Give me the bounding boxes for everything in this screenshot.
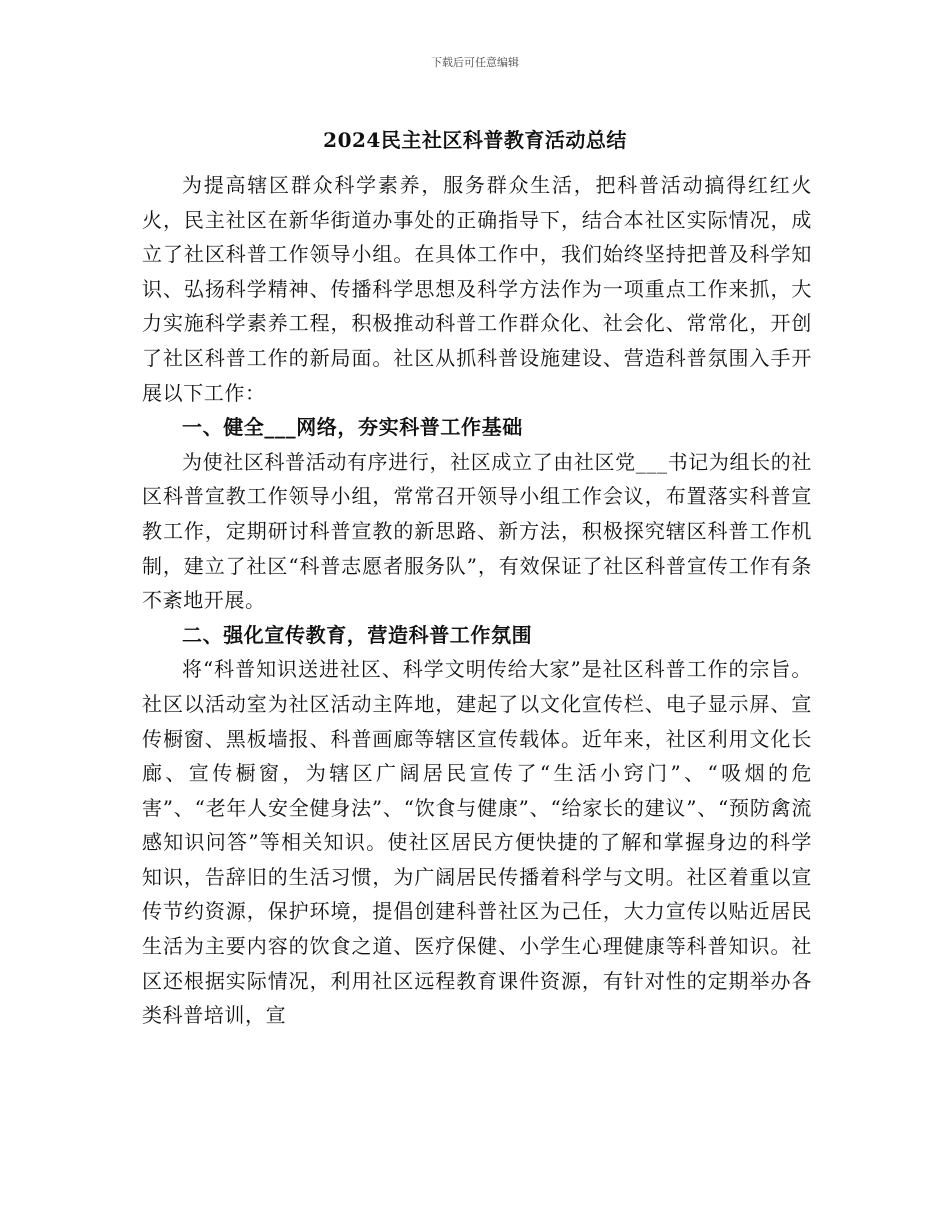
paragraph-section-2: 将“科普知识送进社区、科学文明传给大家”是社区科普工作的宗旨。社区以活动室为社区活动主阵地，建起了以文化宣传栏、电子显示屏、宣传橱窗、黑板墙报、科普画廊等辖区宣传载体。近年来，社区利用文化长廊、宣传橱窗，为辖区广阔居民宣传了“生活小窍门”、“吸烟的危害”、“老年人安全健身法”、“饮食与健康”、“给家长的建议”、“预防禽流感知识问答”等相关知识。使社区居民方便快捷的了解和掌握身边的科学知识，告辞旧的生活习惯，为广阔居民传播着科学与文明。社区着重以宣传节约资源，保护环境，提倡创建科普社区为己任，大力宣传以贴近居民生活为主要内容的饮食之道、医疗保健、小学生心理健康等科普知识。社区还根据实际情况，利用社区远程教育课件资源，有针对性的定期举办各类科普培训，宣 [142,657,812,1028]
header-note: 下载后可任意编辑 [431,56,519,69]
document-title: 2024民主社区科普教育活动总结 [323,128,627,152]
section-heading-2: 二、强化宣传教育，营造科普工作氛围 [182,622,533,647]
document-body [142,168,812,1033]
paragraph-section-1: 为使社区科普活动有序进行，社区成立了由社区党___书记为组长的社区科普宣教工作领导小组，常常召开领导小组工作会议，布置落实科普宣教工作，定期研讨科普宣教的新思路、新方法，积极探究辖区科普工作机制，建立了社区“科普志愿者服务队”，有效保证了社区科普宣传工作有条不紊地开展。 [142,449,812,613]
paragraph-intro: 为提高辖区群众科学素养，服务群众生活，把科普活动搞得红红火火，民主社区在新华街道办事处的正确指导下，结合本社区实际情况，成立了社区科普工作领导小组。在具体工作中，我们始终坚持把普及科学知识、弘扬科学精神、传播科学思想及科学方法作为一项重点工作来抓，大力实施科学素养工程，积极推动科普工作群众化、社会化、常常化，开创了社区科普工作的新局面。社区从抓科普设施建设、营造科普氛围入手开展以下工作： [142,173,812,405]
section-heading-1: 一、健全___网络，夯实科普工作基础 [182,415,523,440]
